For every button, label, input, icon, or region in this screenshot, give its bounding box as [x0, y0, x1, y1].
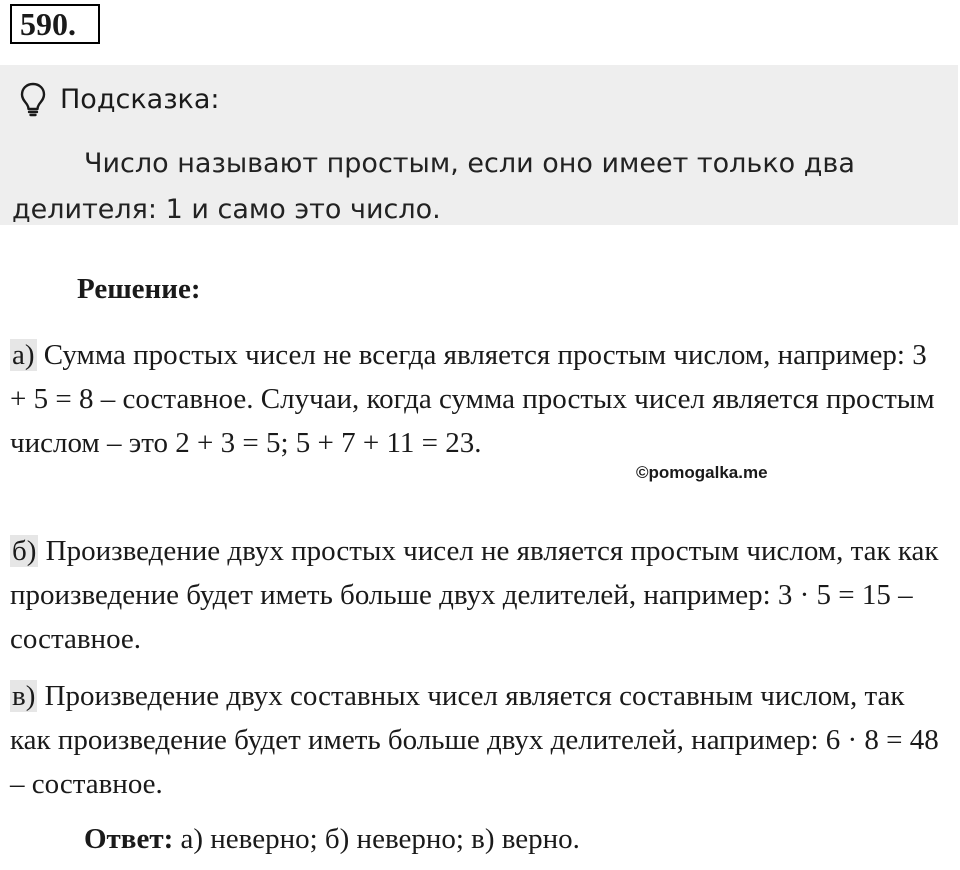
problem-number: 590. — [10, 4, 100, 44]
solution-part-a — [10, 333, 950, 465]
part-a-text: Сумма простых чисел не всегда является простым числом, например: 3 + 5 = 8 – составное. Случаи, когда сумма простых чисел является простым числом – это 2 + 3 = 5; 5 + 7 + 11 = 23. — [10, 339, 935, 459]
answer — [84, 823, 580, 856]
solution-heading: Решение: — [77, 273, 201, 305]
part-b-marker: б) — [12, 535, 37, 567]
part-c-text: Произведение двух составных чисел является составным числом, так как произведение будет иметь больше двух делителей, например: 6 · 8 = 48 – составное. — [10, 680, 939, 800]
solution-part-b — [10, 529, 950, 661]
lightbulb-icon — [18, 81, 48, 117]
hint-box — [0, 65, 958, 225]
answer-text: а) неверно; б) неверно; в) верно. — [173, 823, 580, 855]
watermark: ©pomogalka.me — [636, 463, 768, 482]
part-b-text: Произведение двух простых чисел не является простым числом, так как произведение будет иметь больше двух делителей, например: 3 · 5 = 15 – составное. — [10, 535, 939, 655]
part-c-marker: в) — [12, 680, 36, 712]
hint-title: Подсказка: — [60, 83, 220, 115]
hint-title-row — [18, 79, 220, 119]
part-a-marker: а) — [12, 339, 35, 371]
answer-label: Ответ: — [84, 823, 174, 855]
solution-part-c — [10, 674, 950, 806]
hint-text: Число называют простым, если оно имеет только два делителя: 1 и само это число. — [12, 148, 855, 225]
